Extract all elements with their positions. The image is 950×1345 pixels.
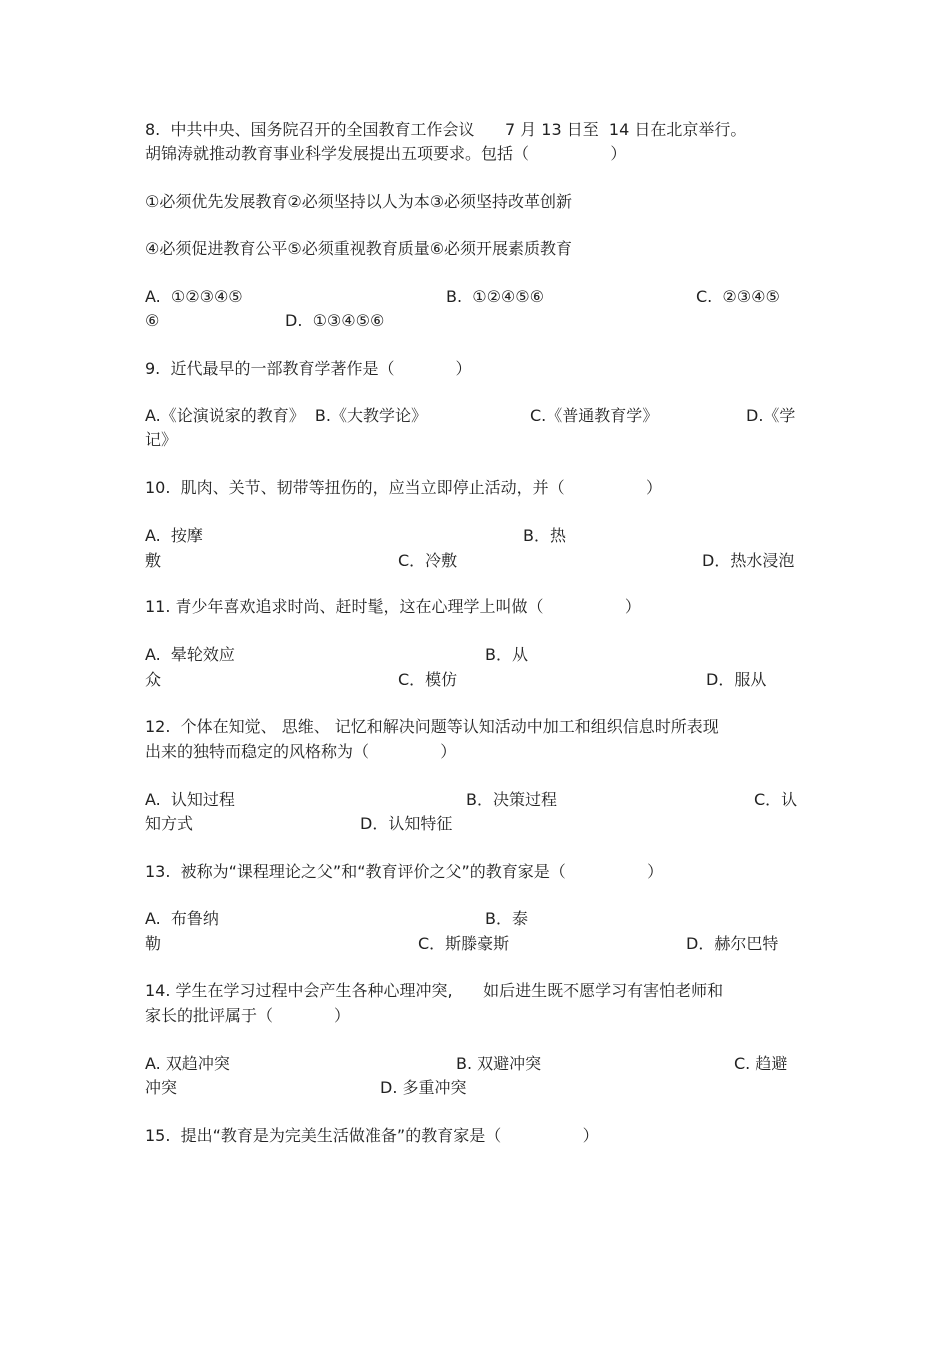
question-10-option-b-continued: 敷 (145, 551, 162, 570)
question-13-option-c: C．斯滕豪斯 (418, 934, 510, 953)
question-10-option-c: C．冷敷 (398, 551, 458, 570)
question-9-option-d: D.《学 (746, 406, 796, 425)
question-15-stem: 15. 提出“教育是为完美生活做准备”的教育家是（ ） (145, 1126, 599, 1145)
question-12-stem-line-1: 12. 个体在知觉、 思维、 记忆和解决问题等认知活动中加工和组织信息时所表现 (145, 717, 719, 736)
question-13-option-b-continued: 勒 (145, 934, 162, 953)
question-11-option-a: A. 晕轮效应 (145, 645, 235, 664)
question-13-option-b: B．泰 (485, 909, 528, 928)
question-9-options-a-b: A.《论演说家的教育》 B.《大教学论》 (145, 406, 427, 425)
question-14-option-c-continued: 冲突 (145, 1078, 178, 1097)
question-14-stem-line-2: 家长的批评属于（ ） (145, 1006, 351, 1025)
question-14-option-d: D. 多重冲突 (380, 1078, 467, 1097)
question-14-stem-line-1: 14. 学生在学习过程中会产生各种心理冲突, 如后进生既不愿学习有害怕老师和 (145, 981, 724, 1000)
question-12-option-a: A. 认知过程 (145, 790, 235, 809)
question-10-option-a: A. 按摩 (145, 526, 203, 545)
question-14-option-a: A. 双趋冲突 (145, 1054, 230, 1073)
question-10-option-b: B．热 (523, 526, 566, 545)
question-8-stem-line-1: 8. 中共中央、国务院召开的全国教育工作会议 7 月 13 日至 14 日在北京举行。 (145, 120, 747, 139)
question-14-option-c: C. 趋避 (734, 1054, 788, 1073)
question-9-option-c: C.《普通教育学》 (530, 406, 659, 425)
question-9-option-d-continued: 记》 (145, 430, 178, 449)
question-8-option-c: C. ②③④⑤ (696, 287, 780, 306)
question-12-option-d: D．认知特征 (360, 814, 453, 833)
question-12-option-b: B．决策过程 (466, 790, 557, 809)
question-11-option-d: D．服从 (706, 670, 767, 689)
question-11-stem: 11. 青少年喜欢追求时尚、赶时髦，这在心理学上叫做（ ） (145, 597, 641, 616)
question-11-option-b-continued: 众 (145, 670, 162, 689)
question-8-items-line-2: ④必须促进教育公平⑤必须重视教育质量⑥必须开展素质教育 (145, 239, 573, 258)
question-13-stem: 13. 被称为“课程理论之父”和“教育评价之父”的教育家是（ ） (145, 862, 664, 881)
question-8-option-b: B. ①②④⑤⑥ (446, 287, 544, 306)
question-11-option-c: C．模仿 (398, 670, 458, 689)
question-10-option-d: D．热水浸泡 (702, 551, 795, 570)
question-12-stem-line-2: 出来的独特而稳定的风格称为（ ） (145, 742, 457, 761)
question-12-option-c-continued: 知方式 (145, 814, 194, 833)
question-8-stem-line-2: 胡锦涛就推动教育事业科学发展提出五项要求。包括（ ） (145, 144, 627, 163)
question-10-stem: 10. 肌肉、关节、韧带等扭伤的，应当立即停止活动，并（ ） (145, 478, 662, 497)
question-9-stem: 9. 近代最早的一部教育学著作是（ ） (145, 359, 472, 378)
question-14-option-b: B. 双避冲突 (456, 1054, 542, 1073)
question-13-option-d: D．赫尔巴特 (686, 934, 779, 953)
question-8-option-d: D. ①③④⑤⑥ (285, 311, 385, 330)
question-8-option-c-continued: ⑥ (145, 311, 160, 330)
question-13-option-a: A. 布鲁纳 (145, 909, 219, 928)
question-8-option-a: A. ①②③④⑤ (145, 287, 243, 306)
question-12-option-c: C．认 (754, 790, 798, 809)
question-8-items-line-1: ①必须优先发展教育②必须坚持以人为本③必须坚持改革创新 (145, 192, 573, 211)
question-11-option-b: B．从 (485, 645, 528, 664)
